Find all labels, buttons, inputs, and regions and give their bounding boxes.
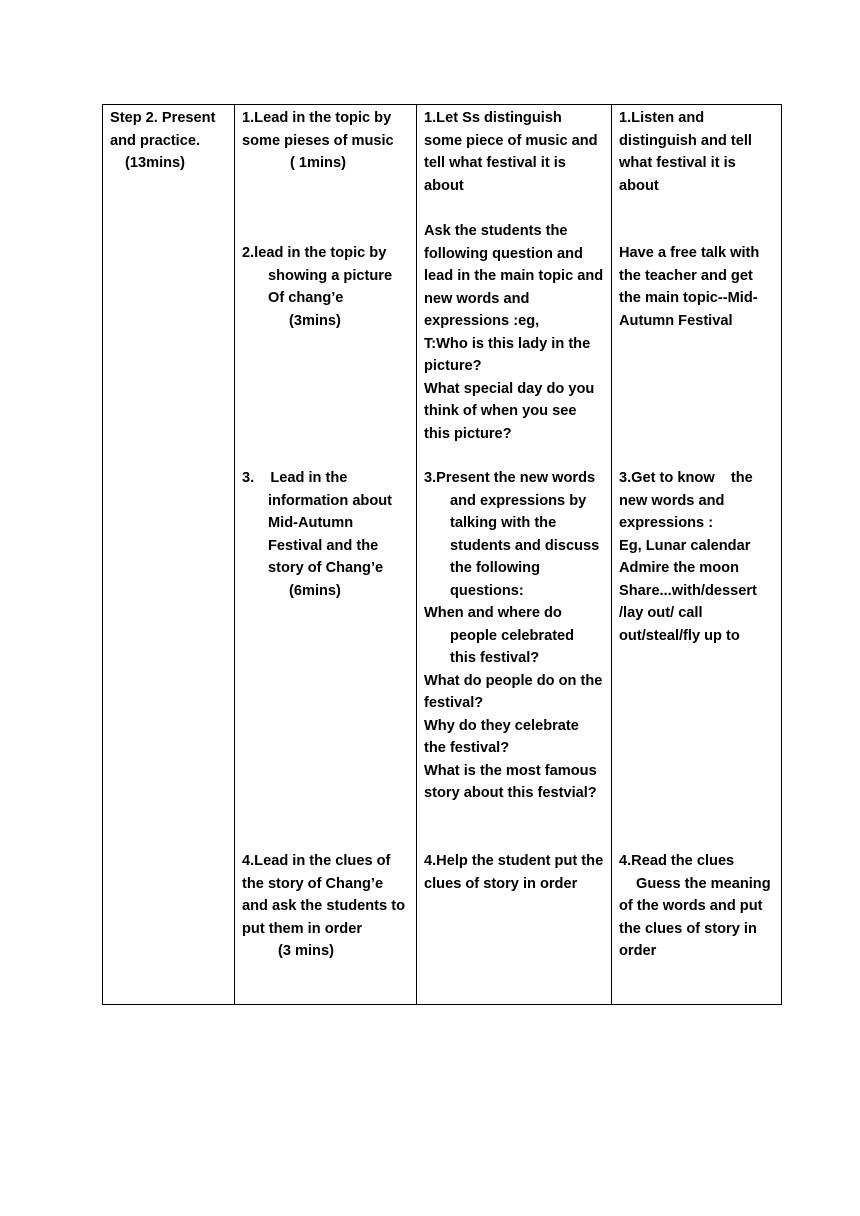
teacher-activity-cell <box>417 105 612 1005</box>
procedure-3-text-1: 3. Lead in the <box>242 470 348 486</box>
procedure-1-text: 1.Lead in the topic by some pieses of music <box>242 110 396 149</box>
student-item-4 <box>619 850 774 963</box>
student-4-text-1: 4.Read the clues <box>619 853 735 869</box>
student-3-text-2: Eg, Lunar calendar <box>619 537 751 554</box>
student-item-3 <box>619 467 774 850</box>
procedure-2-text-1: 2.lead in the topic by <box>242 245 387 261</box>
teacher-item-3 <box>424 467 607 850</box>
student-1-text: 1.Listen and distinguish and tell what festival it is about <box>619 110 757 194</box>
teacher-3-text-3: What do people do on the festival? <box>424 672 607 711</box>
procedure-cell <box>235 105 417 1005</box>
procedure-2-text-2: showing a picture Of chang’e <box>268 267 397 306</box>
procedure-item-1 <box>242 107 409 242</box>
student-4-text-2: Guess the meaning of the words and put the clues of story in order <box>619 875 775 959</box>
teacher-2-text-3: What special day do you think of when you see this picture? <box>424 380 599 442</box>
procedure-4-time: (3 mins) <box>278 943 334 959</box>
student-item-2 <box>619 242 774 467</box>
teacher-2-text-1: Ask the students the following question and lead in the main topic and new words and expressions :eg, <box>424 223 608 329</box>
teacher-3-text-4: Why do they celebrate the festival? <box>424 717 583 756</box>
student-item-1 <box>619 107 774 242</box>
teacher-4-text: 4.Help the student put the clues of story in order <box>424 853 608 892</box>
teacher-3-text-1: 3.Present the new words and expressions by talking with the students and discuss the following questions: <box>424 470 600 599</box>
procedure-2-time: (3mins) <box>289 312 341 329</box>
student-3-text-4: Share...with/dessert /lay out/ call out/steal/fly up to <box>619 582 761 644</box>
procedure-3-time: (6mins) <box>289 582 341 599</box>
procedure-3-text-2: information about Mid-Autumn Festival and the story of Chang’e <box>268 492 397 576</box>
step-cell <box>103 105 235 1005</box>
procedure-item-3 <box>242 467 409 850</box>
procedure-item-4 <box>242 850 409 963</box>
teacher-item-4 <box>424 850 608 895</box>
teacher-item-2 <box>424 220 608 467</box>
student-activity-cell <box>612 105 782 1005</box>
step-title: Step 2. Present and practice. <box>110 110 220 149</box>
teacher-1-text: 1.Let Ss distinguish some piece of music and tell what festival it is about <box>424 110 602 194</box>
table-row <box>103 105 782 1005</box>
procedure-item-2 <box>242 242 409 467</box>
procedure-1-time: ( 1mins) <box>290 155 346 171</box>
teacher-3-text-5: What is the most famous story about this festvial? <box>424 762 601 801</box>
student-3-text-3: Admire the moon <box>619 560 739 576</box>
procedure-4-text: 4.Lead in the clues of the story of Chang’e and ask the students to put them in order <box>242 853 410 937</box>
student-2-text: Have a free talk with the teacher and get the main topic--Mid-Autumn Festival <box>619 245 764 329</box>
teacher-3-text-2: When and where do people celebrated this festival? <box>424 605 575 666</box>
teacher-2-text-2: T:Who is this lady in the picture? <box>424 335 595 374</box>
lesson-plan-table <box>102 104 782 1005</box>
teacher-item-1 <box>424 107 604 220</box>
student-3-text-1: 3.Get to know the new words and expressions : <box>619 470 757 531</box>
step-duration: (13mins) <box>125 155 186 171</box>
